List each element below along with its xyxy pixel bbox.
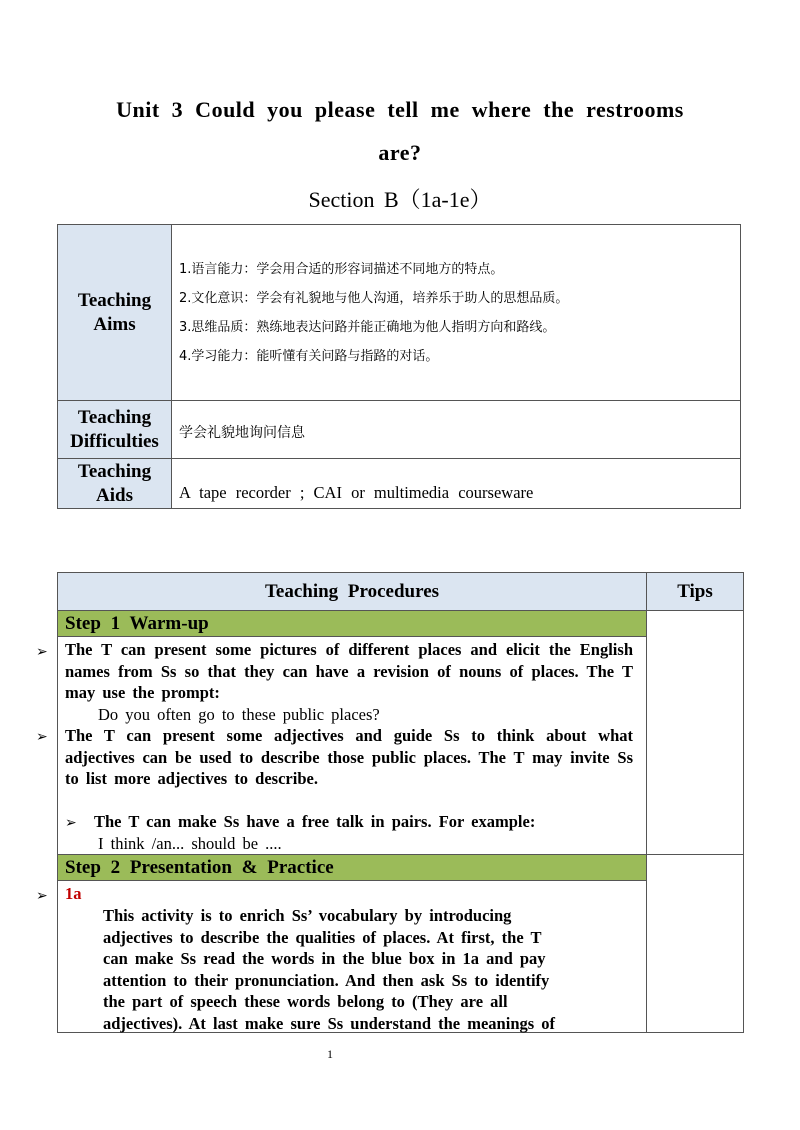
aids-label: Teaching Aids [58,459,172,509]
bullet-arrow-icon: ➢ [36,644,48,660]
step2-line: adjectives to describe the qualities of places. At first, the T [103,928,542,947]
bullet-arrow-icon: ➢ [36,729,48,745]
step2-line: the part of speech these words belong to (They are all [103,992,508,1011]
step1-prompt1: Do you often go to these public places? [98,705,380,724]
step1-bullet2: The T can present some adjectives and guide Ss to think about what adjectives can be used to describe those public places. The T may invite Ss to list more adjectives to describe. [65,726,633,789]
document-title: Unit 3 Could you please tell me where the restrooms [116,97,684,122]
aids-value: A tape recorder ; CAI or multimedia courseware [172,459,741,509]
teaching-procedures-table [36,572,744,1033]
procedures-header: Teaching Procedures [58,573,647,611]
step2-content [36,881,647,1033]
aim-item: 3.思维品质：熟练地表达问路并能正确地为他人指明方向和路线。 [179,320,556,335]
step2-line: attention to their pronunciation. And then ask Ss to identify [103,971,550,990]
step2-title: Step 2 Presentation & Practice [58,855,647,881]
tips-header: Tips [647,573,744,611]
aims-label: Teaching Aims [58,225,172,401]
step1-prompt3: I think /an... should be .... [98,834,282,853]
step1-title: Step 1 Warm-up [58,611,647,637]
step1-tips-cell [647,611,744,855]
bullet-arrow-icon: ➢ [65,815,77,831]
step2-tips-cell [647,855,744,1033]
step2-line: can make Ss read the words in the blue box in 1a and pay [103,949,546,968]
step1-bullet1: The T can present some pictures of different places and elicit the English names from Ss so that they can have a revision of nouns of places. The T may use the prompt: [65,640,633,703]
section-subtitle: Section B（1a-1e） [308,187,492,212]
difficulties-label: Teaching Difficulties [58,401,172,459]
page-number: 1 [327,1047,333,1061]
step1-content [36,637,647,855]
document-title-continued: are? [378,140,422,165]
aim-item: 2.文化意识：学会有礼貌地与他人沟通，培养乐于助人的思想品质。 [179,291,569,306]
step2-line: adjectives). At last make sure Ss understand the meanings of [103,1014,556,1033]
step1-bullet3: The T can make Ss have a free talk in pairs. For example: [94,812,536,831]
aim-item: 4.学习能力：能听懂有关问路与指路的对话。 [179,349,439,364]
difficulties-value: 学会礼貌地询问信息 [172,401,741,459]
aim-item: 1.语言能力：学会用合适的形容词描述不同地方的特点。 [179,262,504,277]
step2-activity-label: 1a [65,884,82,903]
bullet-arrow-icon: ➢ [36,888,48,904]
step2-line: This activity is to enrich Ss’ vocabulary by introducing [103,906,512,925]
aims-list [172,225,741,401]
teaching-info-table [57,224,741,509]
